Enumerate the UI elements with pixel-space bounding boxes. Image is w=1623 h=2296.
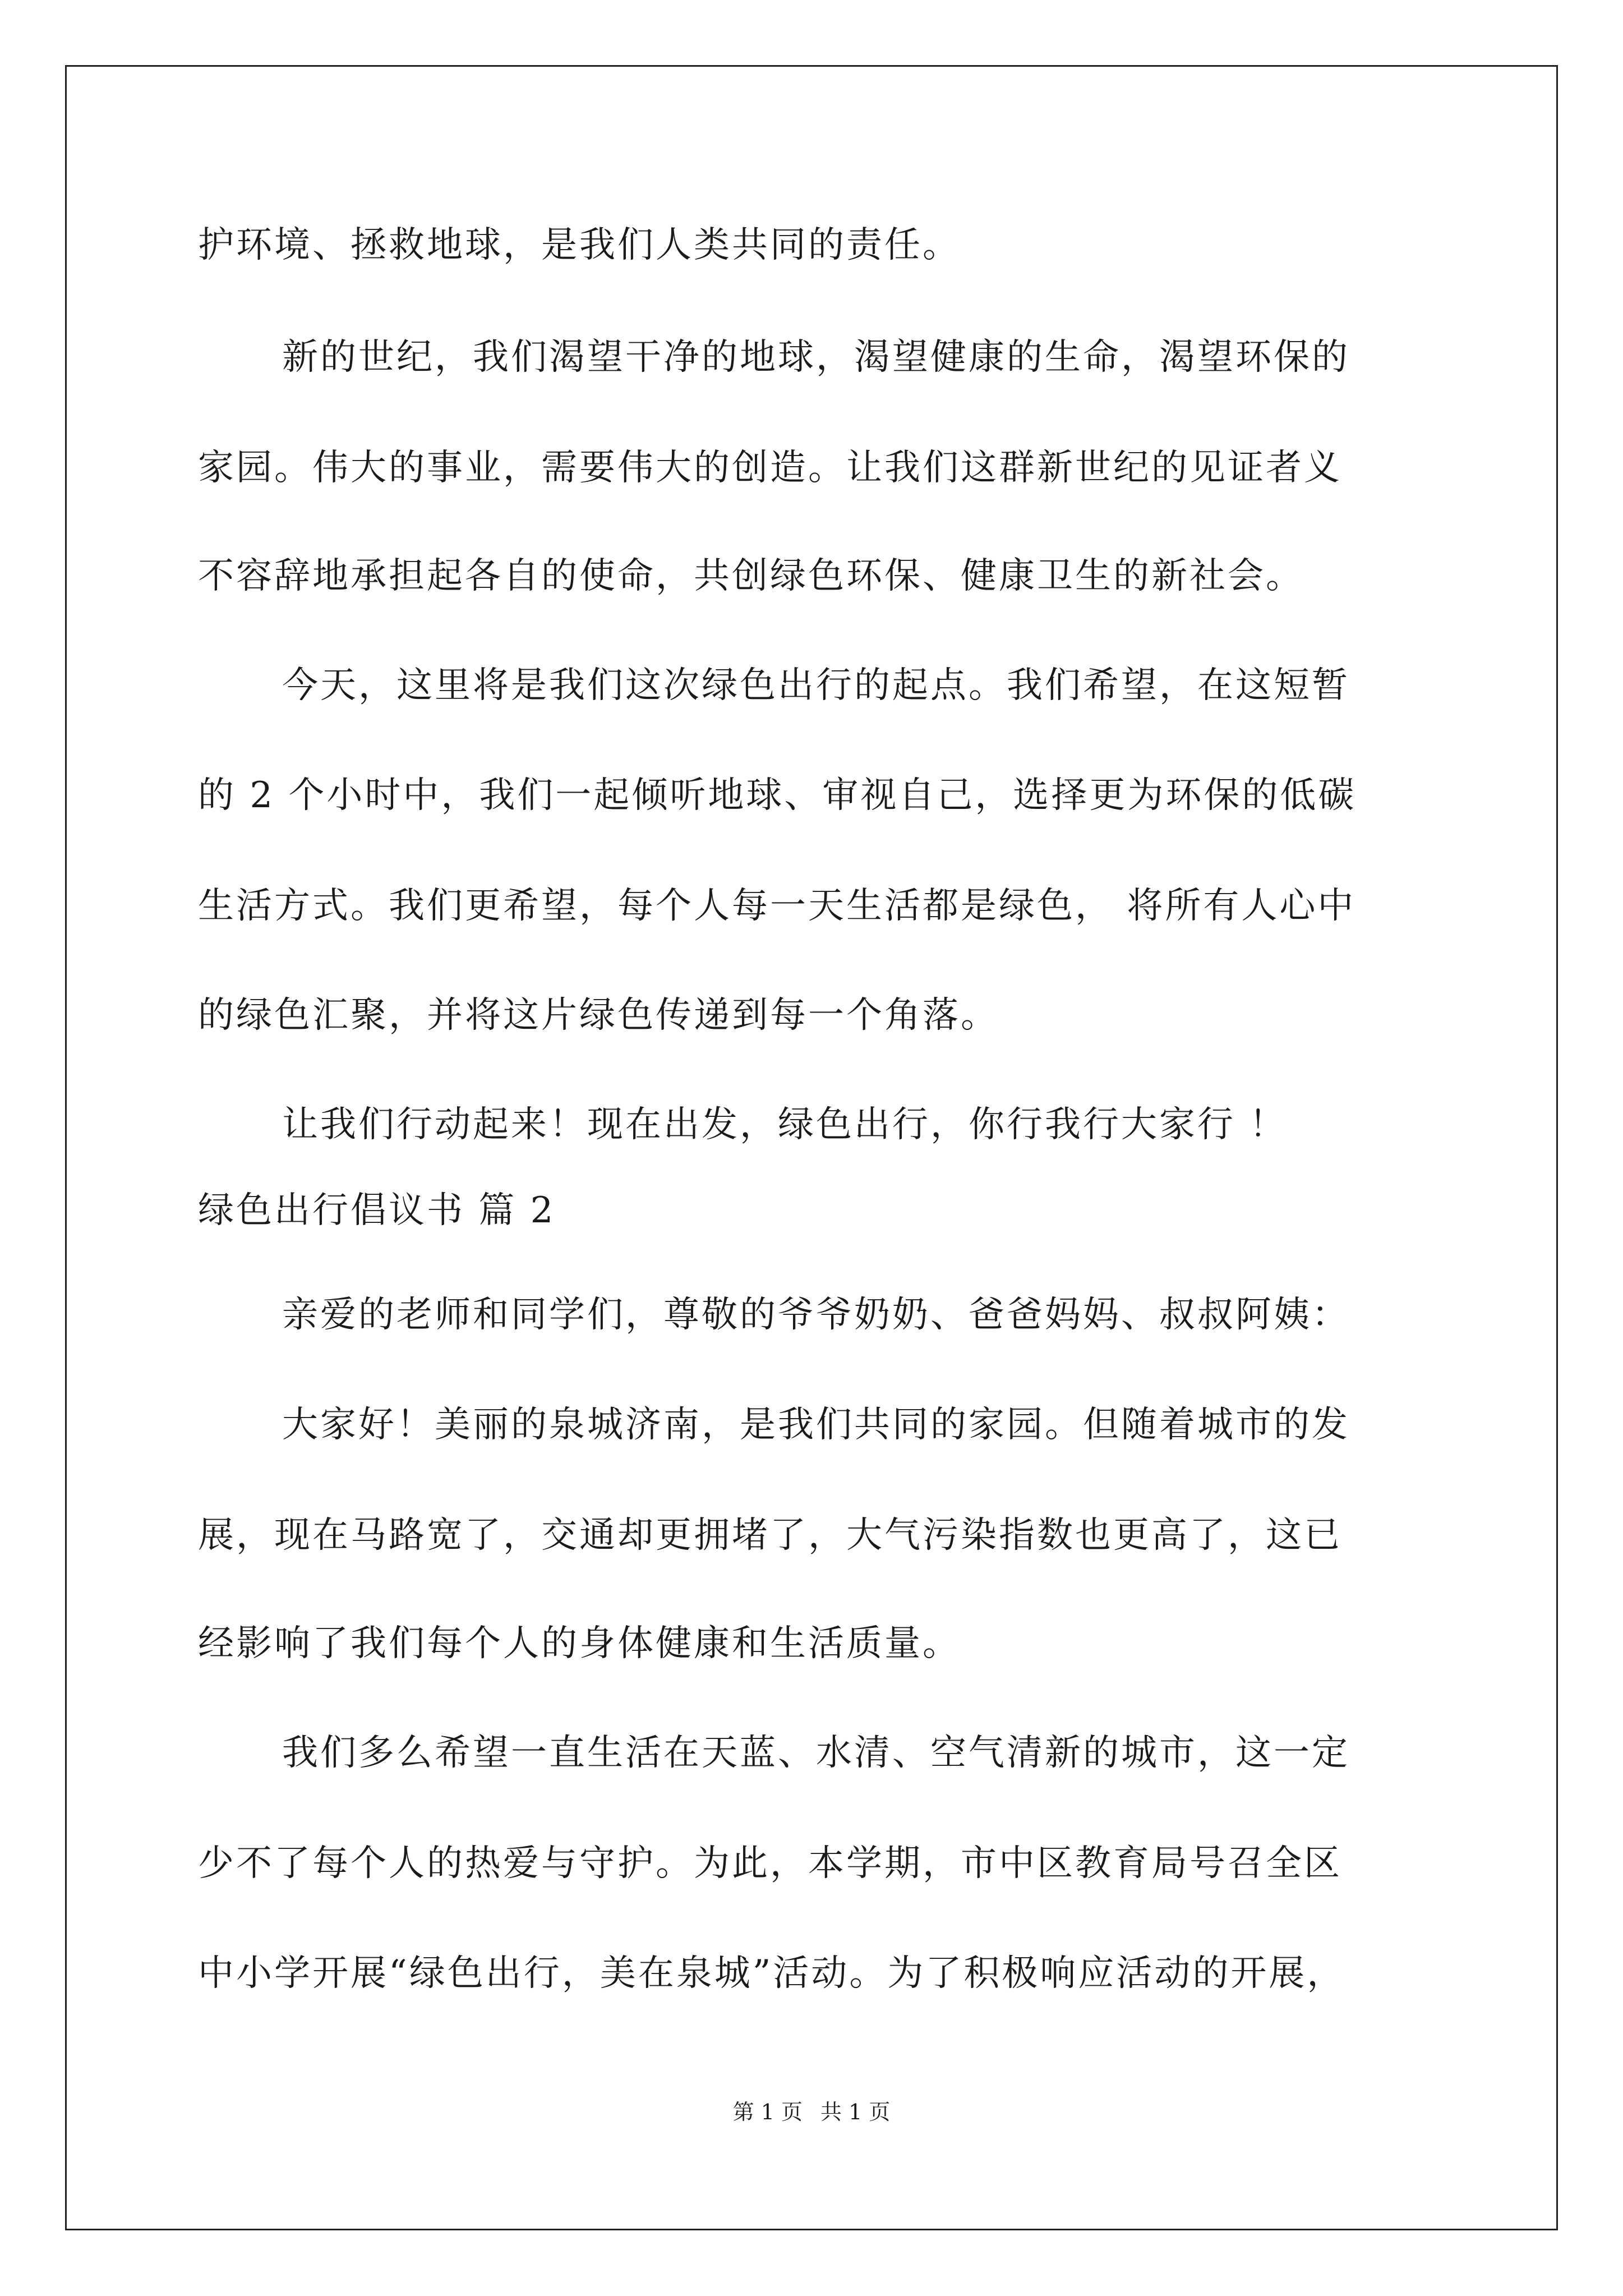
- page-border: [65, 65, 1558, 2230]
- paragraph-line: 的绿色汇聚，并将这片绿色传递到每一个角落。: [198, 995, 999, 1036]
- paragraph-line: 家园。伟大的事业，需要伟大的创造。让我们这群新世纪的见证者义: [198, 447, 1342, 489]
- paragraph-line: 今天，这里将是我们这次绿色出行的起点。我们希望，在这短暂: [282, 665, 1350, 706]
- total-pages: 共 1 页: [820, 2100, 891, 2124]
- paragraph-line: 的 2 个小时中，我们一起倾听地球、审视自己，选择更为环保的低碳: [198, 775, 1357, 816]
- paragraph-line: 展，现在马路宽了，交通却更拥堵了，大气污染指数也更高了，这已: [198, 1515, 1342, 1556]
- paragraph-line: 让我们行动起来！现在出发，绿色出行，你行我行大家行 ！: [282, 1104, 1288, 1145]
- paragraph-line: 我们多么希望一直生活在天蓝、水清、空气清新的城市，这一定: [282, 1732, 1350, 1774]
- page-footer: [0, 2101, 1623, 2123]
- section-heading: 绿色出行倡议书 篇 2: [198, 1190, 556, 1231]
- paragraph-line: 少不了每个人的热爱与守护。为此，本学期，市中区教育局号召全区: [198, 1843, 1342, 1884]
- paragraph-line: 护环境、拯救地球，是我们人类共同的责任。: [198, 224, 961, 266]
- paragraph-line: 不容辞地承担起各自的使命，共创绿色环保、健康卫生的新社会。: [198, 555, 1304, 597]
- paragraph-line: 新的世纪，我们渴望干净的地球，渴望健康的生命，渴望环保的: [282, 337, 1350, 378]
- paragraph-line: 大家好！美丽的泉城济南，是我们共同的家园。但随着城市的发: [282, 1404, 1350, 1446]
- page-number: 第 1 页: [732, 2100, 803, 2124]
- paragraph-line: 生活方式。我们更希望，每个人每一天生活都是绿色， 将所有人心中: [198, 885, 1356, 927]
- paragraph-line: 经影响了我们每个人的身体健康和生活质量。: [198, 1623, 961, 1664]
- paragraph-line: 亲爱的老师和同学们，尊敬的爷爷奶奶、爸爸妈妈、叔叔阿姨：: [282, 1294, 1350, 1336]
- paragraph-line: 中小学开展“绿色出行，美在泉城”活动。为了积极响应活动的开展，: [198, 1953, 1345, 1994]
